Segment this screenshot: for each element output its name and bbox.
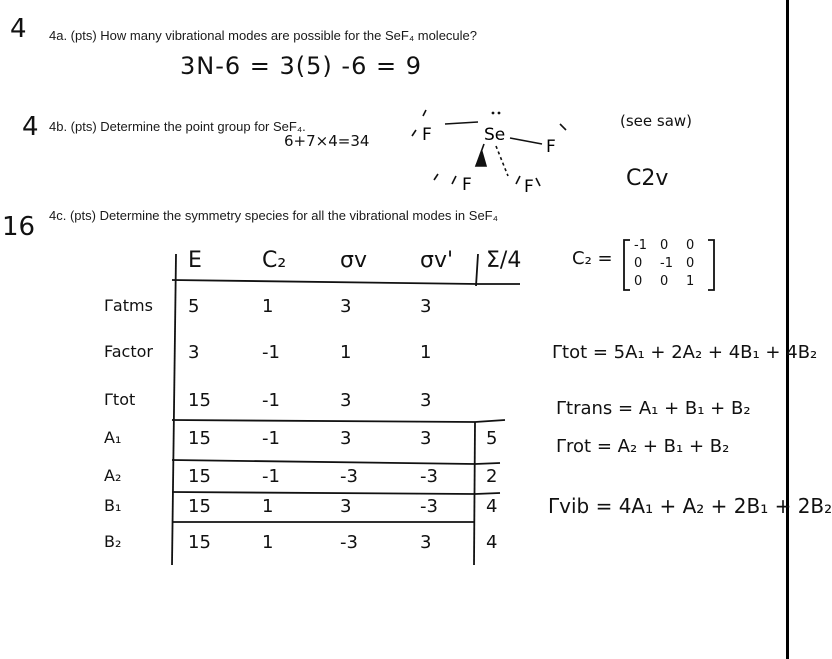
score-4b: 4	[22, 112, 39, 142]
matrix-entry: 0	[660, 238, 669, 253]
table-cell: -3	[340, 532, 358, 553]
table-cell: 1	[262, 532, 274, 553]
fluorine-label: F	[462, 175, 472, 195]
lone-pair-dot	[492, 112, 495, 115]
matrix-entry: 0	[634, 274, 643, 289]
fluorine-label: F	[524, 177, 534, 197]
table-cell: -1	[262, 390, 280, 411]
table-header-cell: σv'	[420, 248, 454, 273]
matrix-entry: 0	[686, 256, 695, 271]
question-4c: 4c. (pts) Determine the symmetry species for all the vibrational modes in SeF₄	[49, 208, 498, 223]
lone-pair-mark	[423, 110, 426, 116]
table-header-cell: σv	[340, 248, 367, 273]
answer-4a-work: 3N-6 = 3(5) -6 = 9	[180, 52, 422, 80]
lone-pair-mark	[516, 176, 520, 184]
answer-4b-point-group: C2v	[626, 166, 669, 191]
answer-4b-electron-count: 6+7×4=34	[284, 132, 370, 150]
table-cell: 5	[486, 428, 498, 449]
gamma-tot-line: Γtot = 5A₁ + 2A₂ + 4B₁ + 4B₂	[552, 342, 818, 363]
question-4b: 4b. (pts) Determine the point group for SeF₄.	[49, 119, 306, 134]
table-cell: -1	[262, 428, 280, 449]
table-cell: 15	[188, 532, 211, 553]
table-cell: 3	[188, 342, 200, 363]
table-cell: -1	[262, 466, 280, 487]
table-cell: 3	[340, 296, 352, 317]
table-cell: -3	[340, 466, 358, 487]
table-cell: -3	[420, 466, 438, 487]
lone-pair-mark	[452, 176, 456, 184]
answer-4b-note: (see saw)	[620, 112, 693, 130]
bond-line	[510, 138, 542, 144]
lone-pair-mark	[536, 178, 540, 186]
table-header-cell: Σ/4	[486, 248, 522, 273]
table-cell: 3	[420, 296, 432, 317]
table-cell: -1	[262, 342, 280, 363]
page-right-edge	[786, 0, 789, 659]
table-cell: 3	[340, 428, 352, 449]
molecule-sketch	[400, 100, 600, 200]
table-header-cell: E	[188, 248, 202, 273]
wedge-bond	[476, 152, 486, 166]
table-grid	[100, 240, 540, 570]
matrix-entry: 1	[686, 274, 695, 289]
table-cell: 4	[486, 496, 498, 517]
table-cell: 2	[486, 466, 498, 487]
table-header-cell: C₂	[262, 248, 287, 273]
lone-pair-mark	[434, 174, 438, 180]
table-row-label: Factor	[104, 342, 153, 361]
table-cell: 15	[188, 496, 211, 517]
table-cell: 3	[340, 496, 352, 517]
table-cell: 1	[340, 342, 352, 363]
table-row-label: A₂	[104, 466, 122, 485]
table-cell: 15	[188, 390, 211, 411]
table-cell: 3	[420, 428, 432, 449]
score-4a: 4	[10, 14, 27, 44]
lone-pair-mark	[560, 124, 566, 130]
score-4c: 16	[2, 212, 36, 242]
table-cell: 3	[420, 390, 432, 411]
question-4a: 4a. (pts) How many vibrational modes are possible for the SeF₄ molecule?	[49, 28, 478, 43]
matrix-entry: 0	[660, 274, 669, 289]
lone-pair-mark	[412, 130, 416, 136]
table-row-label: Γtot	[104, 390, 136, 409]
table-cell: 1	[420, 342, 432, 363]
table-cell: 3	[340, 390, 352, 411]
matrix-label: C₂ =	[572, 248, 613, 269]
selenium-label: Se	[484, 125, 506, 145]
table-cell: 15	[188, 466, 211, 487]
table-cell: 3	[420, 532, 432, 553]
table-row-label: A₁	[104, 428, 122, 447]
table-cell: 15	[188, 428, 211, 449]
table-row-label: B₂	[104, 532, 122, 551]
table-cell: 1	[262, 496, 274, 517]
table-row-label: B₁	[104, 496, 122, 515]
bond-line	[445, 122, 478, 124]
matrix-entry: 0	[686, 238, 695, 253]
table-cell: -3	[420, 496, 438, 517]
table-cell: 4	[486, 532, 498, 553]
table-cell: 1	[262, 296, 274, 317]
gamma-vib-line: Γvib = 4A₁ + A₂ + 2B₁ + 2B₂	[548, 494, 832, 518]
lone-pair-dot	[498, 112, 501, 115]
matrix-entry: 0	[634, 256, 643, 271]
bond-line	[496, 146, 508, 176]
fluorine-label: F	[422, 125, 432, 145]
fluorine-label: F	[546, 137, 556, 157]
gamma-trans-line: Γtrans = A₁ + B₁ + B₂	[556, 398, 751, 419]
gamma-rot-line: Γrot = A₂ + B₁ + B₂	[556, 436, 730, 457]
matrix-entry: -1	[660, 256, 673, 271]
table-cell: 5	[188, 296, 200, 317]
table-row-label: Γatms	[104, 296, 153, 315]
matrix-entry: -1	[634, 238, 647, 253]
